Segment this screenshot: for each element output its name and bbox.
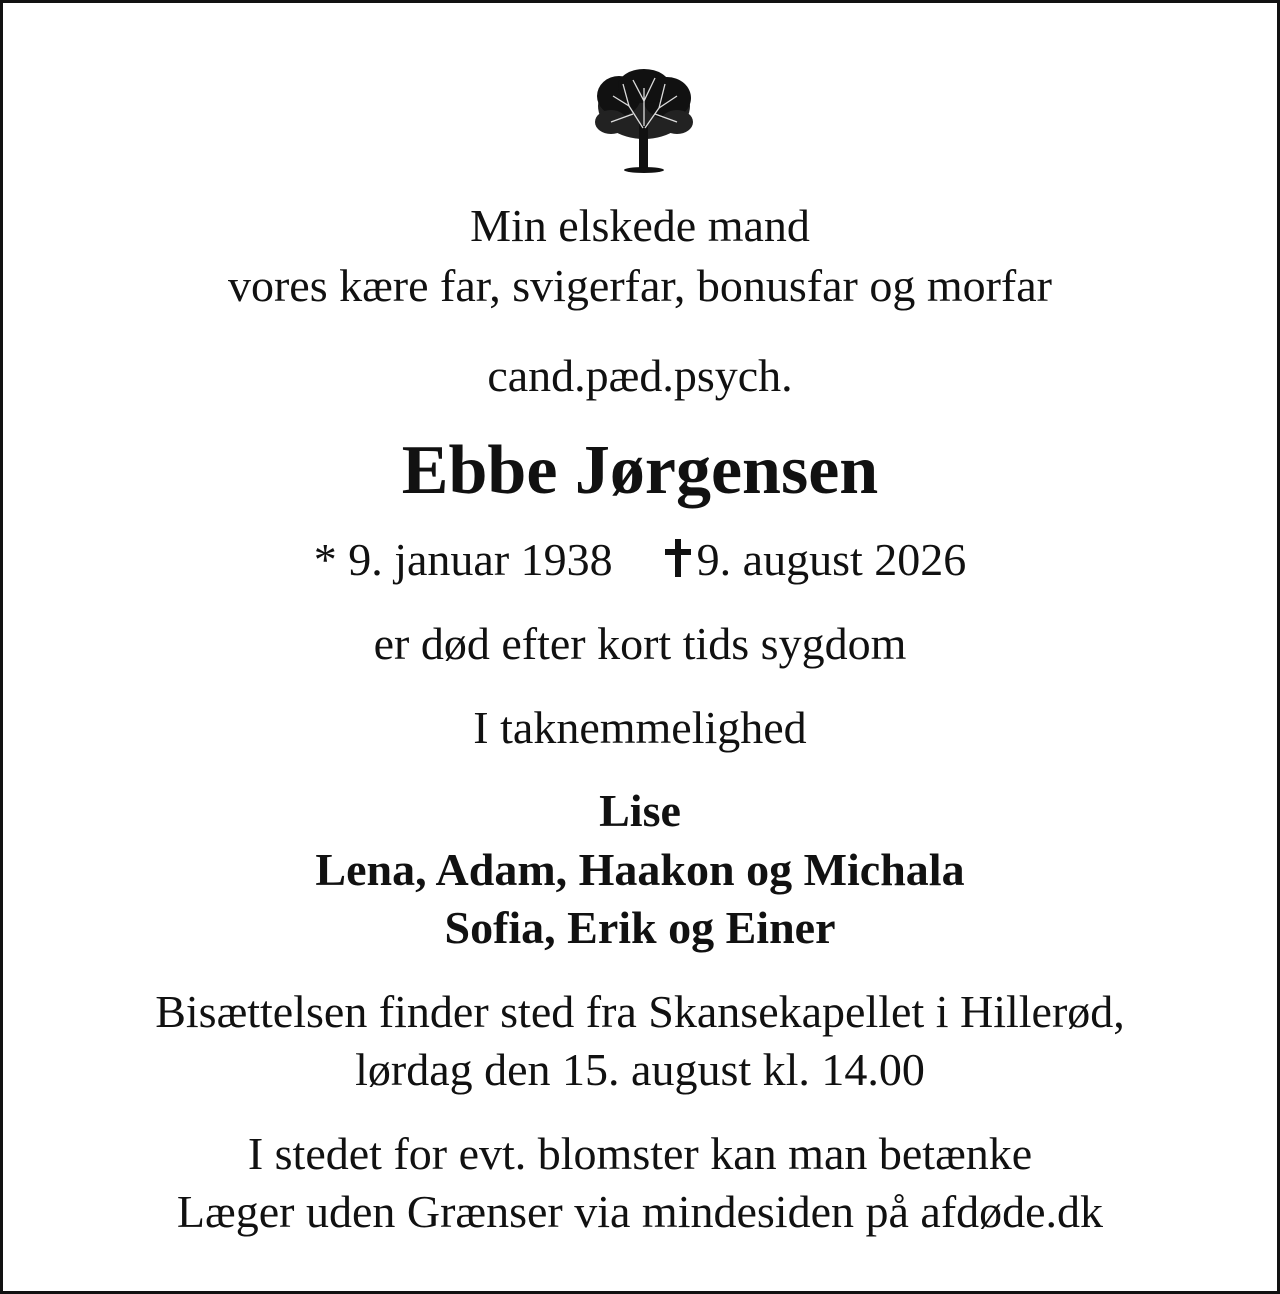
dates-line <box>3 533 1277 586</box>
family-line-3: Sofia, Erik og Einer <box>444 902 836 953</box>
intro-line-2: vores kære far, svigerfar, bonusfar og morfar <box>227 260 1052 311</box>
birth-date: * 9. januar 1938 <box>313 534 613 585</box>
family-line-1: Lise <box>599 785 681 836</box>
donation-line-1: I stedet for evt. blomster kan man betænke <box>247 1128 1033 1179</box>
funeral-line-2: lørdag den 15. august kl. 14.00 <box>355 1044 925 1095</box>
funeral-line-1: Bisættelsen finder sted fra Skansekapellet i Hillerød, <box>155 986 1125 1037</box>
cross-icon <box>665 539 691 577</box>
tree-icon <box>589 66 699 174</box>
deceased-name: Ebbe Jørgensen <box>401 432 879 509</box>
intro-line-1: Min elskede mand <box>470 200 810 251</box>
family-line-2: Lena, Adam, Haakon og Michala <box>315 844 965 895</box>
academic-title: cand.pæd.psych. <box>487 350 793 401</box>
death-message: er død efter kort tids sygdom <box>373 618 907 669</box>
donation-line-2: Læger uden Grænser via mindesiden på afdøde.dk <box>176 1186 1104 1237</box>
gratitude-line: I taknemmelighed <box>473 702 807 753</box>
death-date: 9. august 2026 <box>696 534 967 585</box>
